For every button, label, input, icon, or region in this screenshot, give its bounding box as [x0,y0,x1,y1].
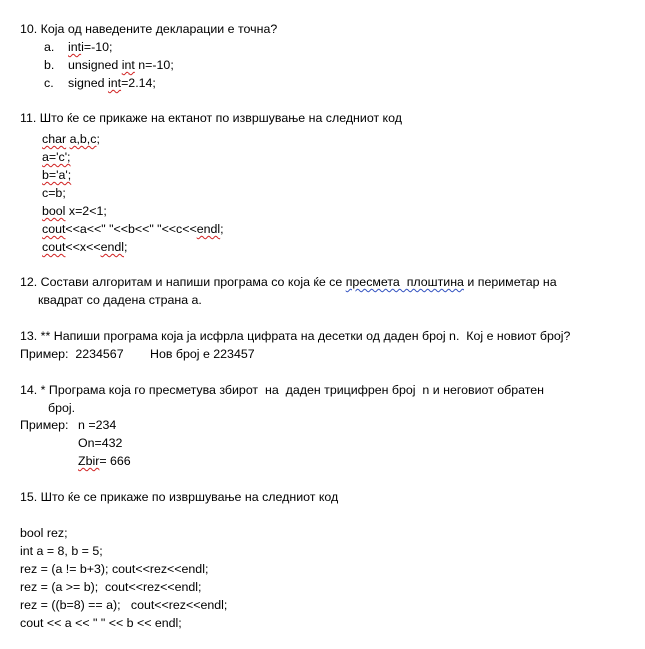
code-text: ; [124,240,128,254]
q14-example-label: Пример: [20,418,69,432]
spelling-mark: Zbir [78,454,100,468]
q10-option-b [68,56,174,74]
q14-example-n: n =234 [78,418,117,432]
spelling-mark: bool [42,204,66,218]
spelling-mark: cout [42,222,66,236]
code-text: n=-10; [134,58,174,72]
q10-option-a [68,38,112,56]
code-text: i=-10; [81,40,113,54]
q15-code-line: rez = ((b=8) == a); cout<<rez<<endl; [20,598,228,612]
spelling-mark: endl [196,222,221,236]
code-text: ; [220,222,224,236]
q10-option-a-letter: a. [44,40,55,54]
q15-title: 15. Што ќе се прикаже по извршување на следниот код [20,490,339,504]
code-text: =2.14; [121,76,156,90]
q13-result: Нов број е 223457 [150,347,255,361]
q13-example: Пример: 2234567 [20,347,124,361]
q15-code-line: rez = (a >= b); cout<<rez<<endl; [20,580,202,594]
code-text: signed [68,76,108,90]
spelling-mark: cout [42,240,66,254]
q11-code-line [42,130,100,148]
spelling-mark: a,b,c [69,132,97,146]
q11-code-line [42,202,107,220]
code-text: ; [96,132,100,146]
q14-example-on: On=432 [78,436,123,450]
q15-code-line: cout << a << " " << b << endl; [20,616,182,630]
q11-code-line [42,238,127,256]
q10-title: 10. Која од наведените декларации е точна? [20,22,278,36]
q15-code-line: bool rez; [20,526,68,540]
q10-option-b-letter: b. [44,58,55,72]
spelling-mark: int [107,76,122,90]
q13-title: 13. ** Напиши програма која ја исфрла цифрата на десетки од даден број n. Кој е новиот број? [20,329,571,343]
q11-code-line [42,148,71,166]
q11-code-line: c=b; [42,186,66,200]
text: и периметар на [463,275,557,289]
spelling-mark: a='c'; [42,150,71,164]
q10-option-c-letter: c. [44,76,54,90]
q10-option-c [68,74,156,92]
code-text: <<x<< [65,240,101,254]
q14-line-1: 14. * Програма која го пресметува збирот на даден трицифрен број n и неговиот обратен [20,383,544,397]
grammar-mark: пресмета плоштина [345,275,464,289]
q14-line-2: број. [48,401,76,415]
text: = 666 [99,454,131,468]
q11-code-line [42,166,71,184]
spelling-mark: int [68,40,82,54]
q12-line-1 [20,273,557,291]
spelling-mark: b='a'; [42,168,72,182]
code-text: <<a<<" "<<b<<" "<<c<< [65,222,197,236]
q11-title: 11. Што ќе се прикаже на ектанот по извршување на следниот код [20,111,402,125]
spelling-mark: char [42,132,67,146]
q15-code-line: int a = 8, b = 5; [20,544,103,558]
q15-code-line: rez = (a != b+3); cout<<rez<<endl; [20,562,209,576]
code-text: x=2<1; [65,204,107,218]
q11-code-line [42,220,224,238]
q14-example-zbir [78,452,131,470]
code-text: unsigned [68,58,122,72]
q12-line-2: квадрат со дадена страна а. [38,293,202,307]
spelling-mark: int [121,58,135,72]
text: 12. Состави алгоритам и напиши програма со која ќе се [20,275,346,289]
spelling-mark: endl [100,240,124,254]
